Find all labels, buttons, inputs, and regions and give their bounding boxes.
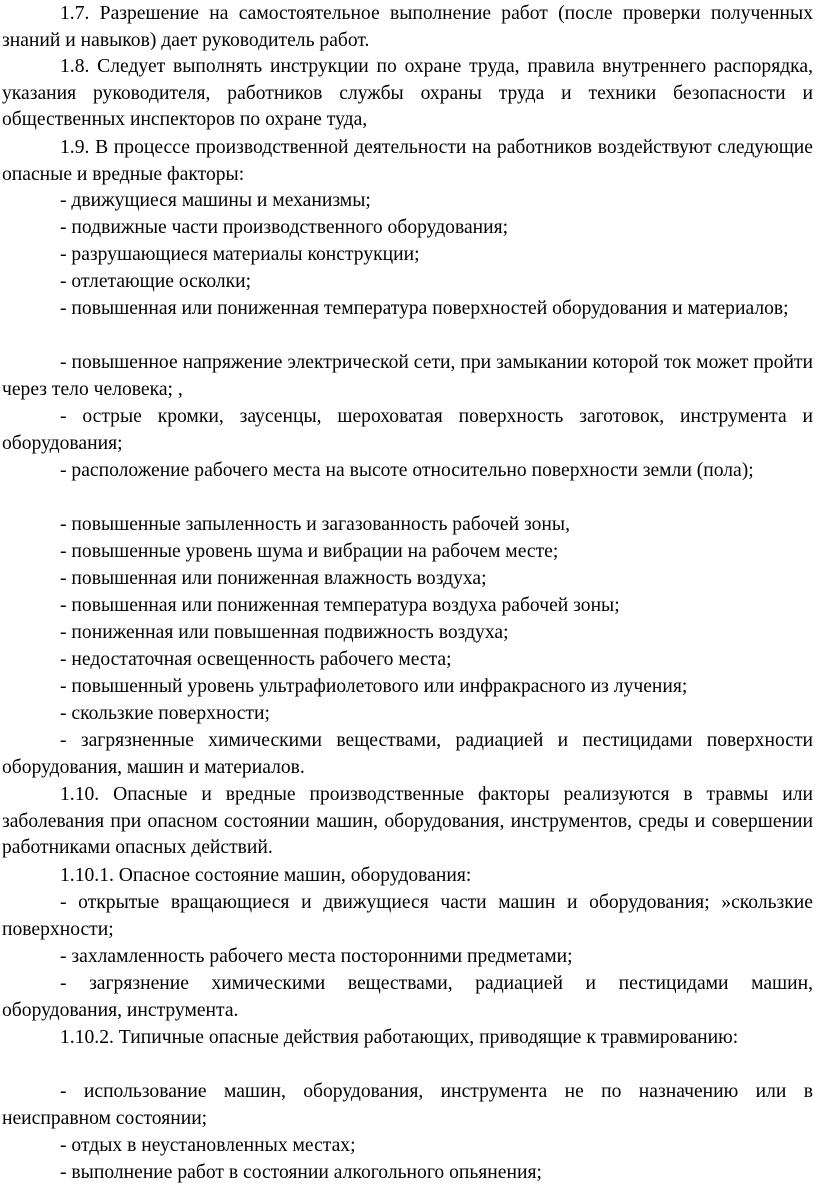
list-item-pollution: - загрязнение химическими веществами, радиацией и пестицидами машин, оборудования, инструмента. (2, 973, 813, 1021)
list-item-moving-parts: - подвижные части производственного оборудования; (60, 217, 509, 238)
list-item-alcohol: - выполнение работ в состоянии алкогольного опьянения; (60, 1162, 542, 1183)
list-item-air-mobility: - пониженная или повышенная подвижность воздуха; (60, 622, 509, 643)
list-item-sharp-edges: - острые кромки, заусенцы, шероховатая поверхность заготовок, инструмента и оборудования; (2, 406, 813, 454)
list-item-fragments: - отлетающие осколки; (60, 271, 252, 292)
list-item-height: - расположение рабочего места на высоте относительно поверхности земли (пола); (60, 460, 754, 481)
list-item-dust-gas: - повышенные запыленность и загазованность рабочей зоны, (60, 514, 570, 535)
list-item-moving-machines: - движущиеся машины и механизмы; (60, 190, 371, 211)
paragraph-1-9: 1.9. В процессе производственной деятельности на работников воздействуют следующие опасные и вредные факторы: (2, 137, 813, 185)
list-item-open-parts: - открытые вращающиеся и движущиеся части машин и оборудования; »скользкие поверхности; (2, 892, 813, 940)
list-item-slippery: - скользкие поверхности; (60, 703, 270, 724)
list-item-surface-temp: - повышенная или пониженная температура поверхностей оборудования и материалов; (60, 298, 789, 319)
paragraph-1-10-2: 1.10.2. Типичные опасные действия работающих, приводящие к травмированию: (60, 1027, 739, 1048)
list-item-lighting: - недостаточная освещенность рабочего места; (60, 649, 452, 670)
list-item-materials: - разрушающиеся материалы конструкции; (60, 244, 420, 265)
list-item-noise: - повышенные уровень шума и вибрации на рабочем месте; (60, 541, 559, 562)
list-item-contaminated: - загрязненные химическими веществами, радиацией и пестицидами поверхности оборудования, машин и материалов. (2, 730, 813, 778)
list-item-humidity: - повышенная или пониженная влажность воздуха; (60, 568, 487, 589)
list-item-clutter: - захламленность рабочего места посторонними предметами; (60, 946, 573, 967)
list-item-voltage: - повышенное напряжение электрической сети, при замыкании которой ток может пройти через тело человека; , (2, 352, 813, 400)
paragraph-1-10-1: 1.10.1. Опасное состояние машин, оборудования: (60, 865, 472, 886)
list-item-radiation: - повышенный уровень ультрафиолетового или инфракрасного из лучения; (60, 676, 688, 697)
paragraph-1-7: 1.7. Разрешение на самостоятельное выполнение работ (после проверки полученных знаний и навыков) дает руководитель работ. (2, 3, 813, 51)
list-item-misuse: - использование машин, оборудования, инструмента не по назначению или в неисправном состоянии; (2, 1081, 813, 1129)
paragraph-1-10: 1.10. Опасные и вредные производственные факторы реализуются в травмы или заболевания при опасном состоянии машин, оборудования, инструментов, среды и совершении работниками опасных действий. (2, 784, 813, 859)
list-item-air-temp: - повышенная или пониженная температура воздуха рабочей зоны; (60, 595, 620, 616)
paragraph-1-8: 1.8. Следует выполнять инструкции по охране труда, правила внутреннего распорядка, указания руководителя, работников службы охраны труда и техники безопасности и общественных инспекторов по охране туда, (2, 56, 813, 131)
list-item-rest: - отдых в неустановленных местах; (60, 1135, 356, 1156)
